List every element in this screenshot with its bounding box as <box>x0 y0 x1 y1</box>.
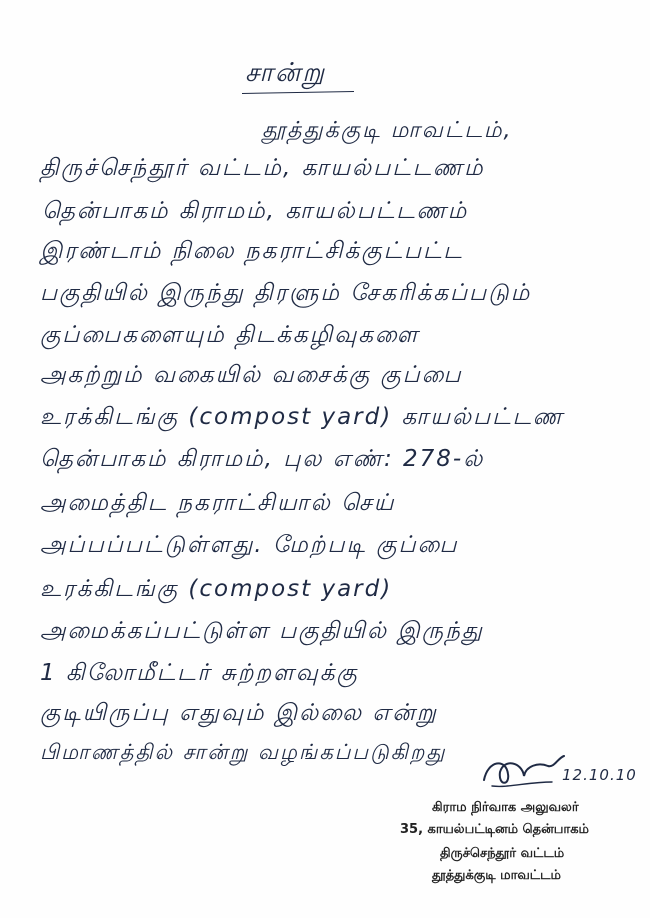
body-line-10: அமைத்திட நகராட்சியால் செய் <box>40 490 396 516</box>
body-line-9: தென்பாகம் கிராமம், புல எண்: 278-ல் <box>40 446 485 472</box>
stamp-line-1: கிராம நிர்வாக அலுவலர் <box>432 800 579 815</box>
body-line-15: குடியிருப்பு எதுவும் இல்லை என்று <box>40 700 438 726</box>
body-line-1: தூத்துக்குடி மாவட்டம், <box>262 118 513 143</box>
stamp-line-4: தூத்துக்குடி மாவட்டம் <box>432 868 561 883</box>
body-line-11: அப்பப்பட்டுள்ளது. மேற்படி குப்பை <box>40 532 459 558</box>
signature-date: 12.10.10 <box>562 766 637 784</box>
signature <box>478 752 568 792</box>
body-line-16: பிமாணத்தில் சான்று வழங்கப்படுகிறது <box>40 740 447 764</box>
document-title: சான்று <box>245 58 326 88</box>
body-line-5: பகுதியில் இருந்து திரளும் சேகரிக்கப்படும் <box>40 280 532 306</box>
stamp-line-2: 35, காயல்பட்டினம் தென்பாகம் <box>400 822 589 837</box>
body-line-7: அகற்றும் வகையில் வசைக்கு குப்பை <box>40 362 463 388</box>
body-line-4: இரண்டாம் நிலை நகராட்சிக்குட்பட்ட <box>40 238 464 264</box>
body-line-2: திருச்செந்தூர் வட்டம், காயல்பட்டணம் <box>40 155 485 181</box>
body-line-3: தென்பாகம் கிராமம், காயல்பட்டணம் <box>42 198 469 224</box>
body-line-6: குப்பைகளையும் திடக்கழிவுகளை <box>40 322 420 348</box>
body-line-8: உரக்கிடங்கு (compost yard) காயல்பட்டண <box>40 404 565 430</box>
body-line-13: அமைக்கப்பட்டுள்ள பகுதியில் இருந்து <box>40 618 484 644</box>
body-line-12: உரக்கிடங்கு (compost yard) <box>40 576 393 602</box>
body-line-14: 1 கிலோமீட்டர் சுற்றளவுக்கு <box>40 660 359 686</box>
title-underline <box>242 91 354 94</box>
stamp-line-3: திருச்செந்தூர் வட்டம் <box>440 846 565 861</box>
